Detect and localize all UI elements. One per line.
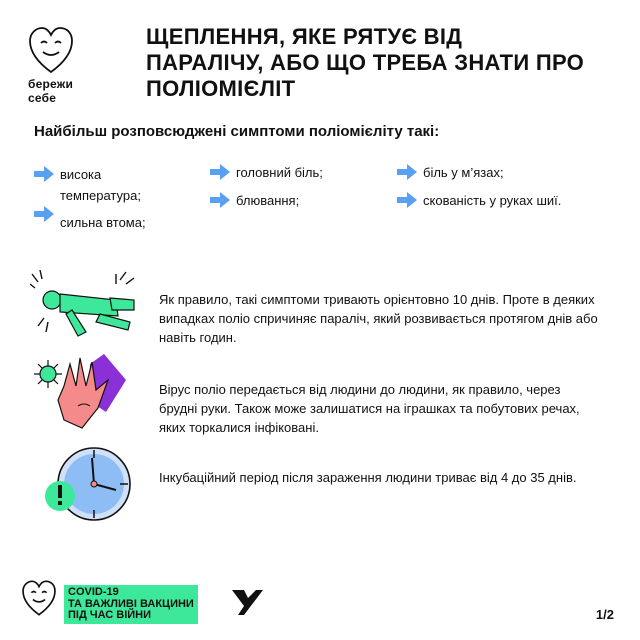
- badge-line: ТА ВАЖЛИВІ ВАКЦИНИ: [68, 597, 194, 610]
- clock-warning-icon: [42, 446, 134, 533]
- info-text-transmission: Вірус поліо передається від людини до людини, як правило, через брудні руки. Також може залишатися на іграшках та побутових речах, яких торкалися інфіковані.: [159, 382, 580, 435]
- symptoms-heading: Найбільш розповсюджені симптоми поліомієліту такі:: [34, 123, 440, 140]
- symptom-label: сильна втома;: [60, 215, 146, 230]
- symptom-label: блювання;: [236, 193, 300, 208]
- badge-line: ПІД ЧАС ВІЙНИ: [68, 609, 152, 621]
- symptom-label: висока температура;: [60, 167, 141, 203]
- heart-face-icon: [20, 578, 58, 618]
- symptom-label: головний біль;: [236, 165, 323, 180]
- brand-logo: [26, 24, 86, 104]
- logo-text-line2: себе: [28, 91, 57, 105]
- arrow-right-icon: [34, 206, 54, 222]
- heart-face-icon: [26, 24, 76, 76]
- info-text-symptoms-duration: Як правило, такі симптоми тривають орієнтовно 10 днів. Проте в деяких випадках поліо спричиняє параліч, який розвивається протягом днів або навіть годин.: [159, 292, 598, 345]
- page-number: 1/2: [595, 607, 614, 622]
- symptom-label: скованість у руках шиї.: [423, 193, 562, 208]
- info-text-incubation: Інкубаційний період після зараження людини триває від 4 до 35 днів.: [159, 470, 577, 485]
- symptom-item: [397, 190, 617, 211]
- page-title: ЩЕПЛЕННЯ, ЯКЕ РЯТУЄ ВІД ПАРАЛІЧУ, АБО ЩО ТРЕБА ЗНАТИ ПРО ПОЛІОМІЄЛІТ: [146, 24, 585, 101]
- symptom-item: [34, 164, 184, 206]
- logo-text-line1: бережи: [28, 77, 74, 91]
- arrow-right-icon: [397, 164, 417, 180]
- hands-virus-icon: [34, 350, 134, 443]
- partner-mark-icon: [230, 588, 264, 616]
- symptom-item: [34, 204, 184, 233]
- footer-logo: [20, 578, 58, 623]
- symptom-label: біль у м’язах;: [423, 165, 504, 180]
- arrow-right-icon: [34, 166, 54, 182]
- badge-line: COVID-19: [68, 586, 119, 598]
- symptom-item: [210, 162, 380, 183]
- arrow-right-icon: [210, 192, 230, 208]
- partner-logo: [230, 588, 264, 621]
- symptom-item: [210, 190, 380, 211]
- person-lying-icon: [30, 270, 140, 347]
- arrow-right-icon: [210, 164, 230, 180]
- arrow-right-icon: [397, 192, 417, 208]
- campaign-badge: [64, 585, 198, 624]
- symptom-item: [397, 162, 617, 183]
